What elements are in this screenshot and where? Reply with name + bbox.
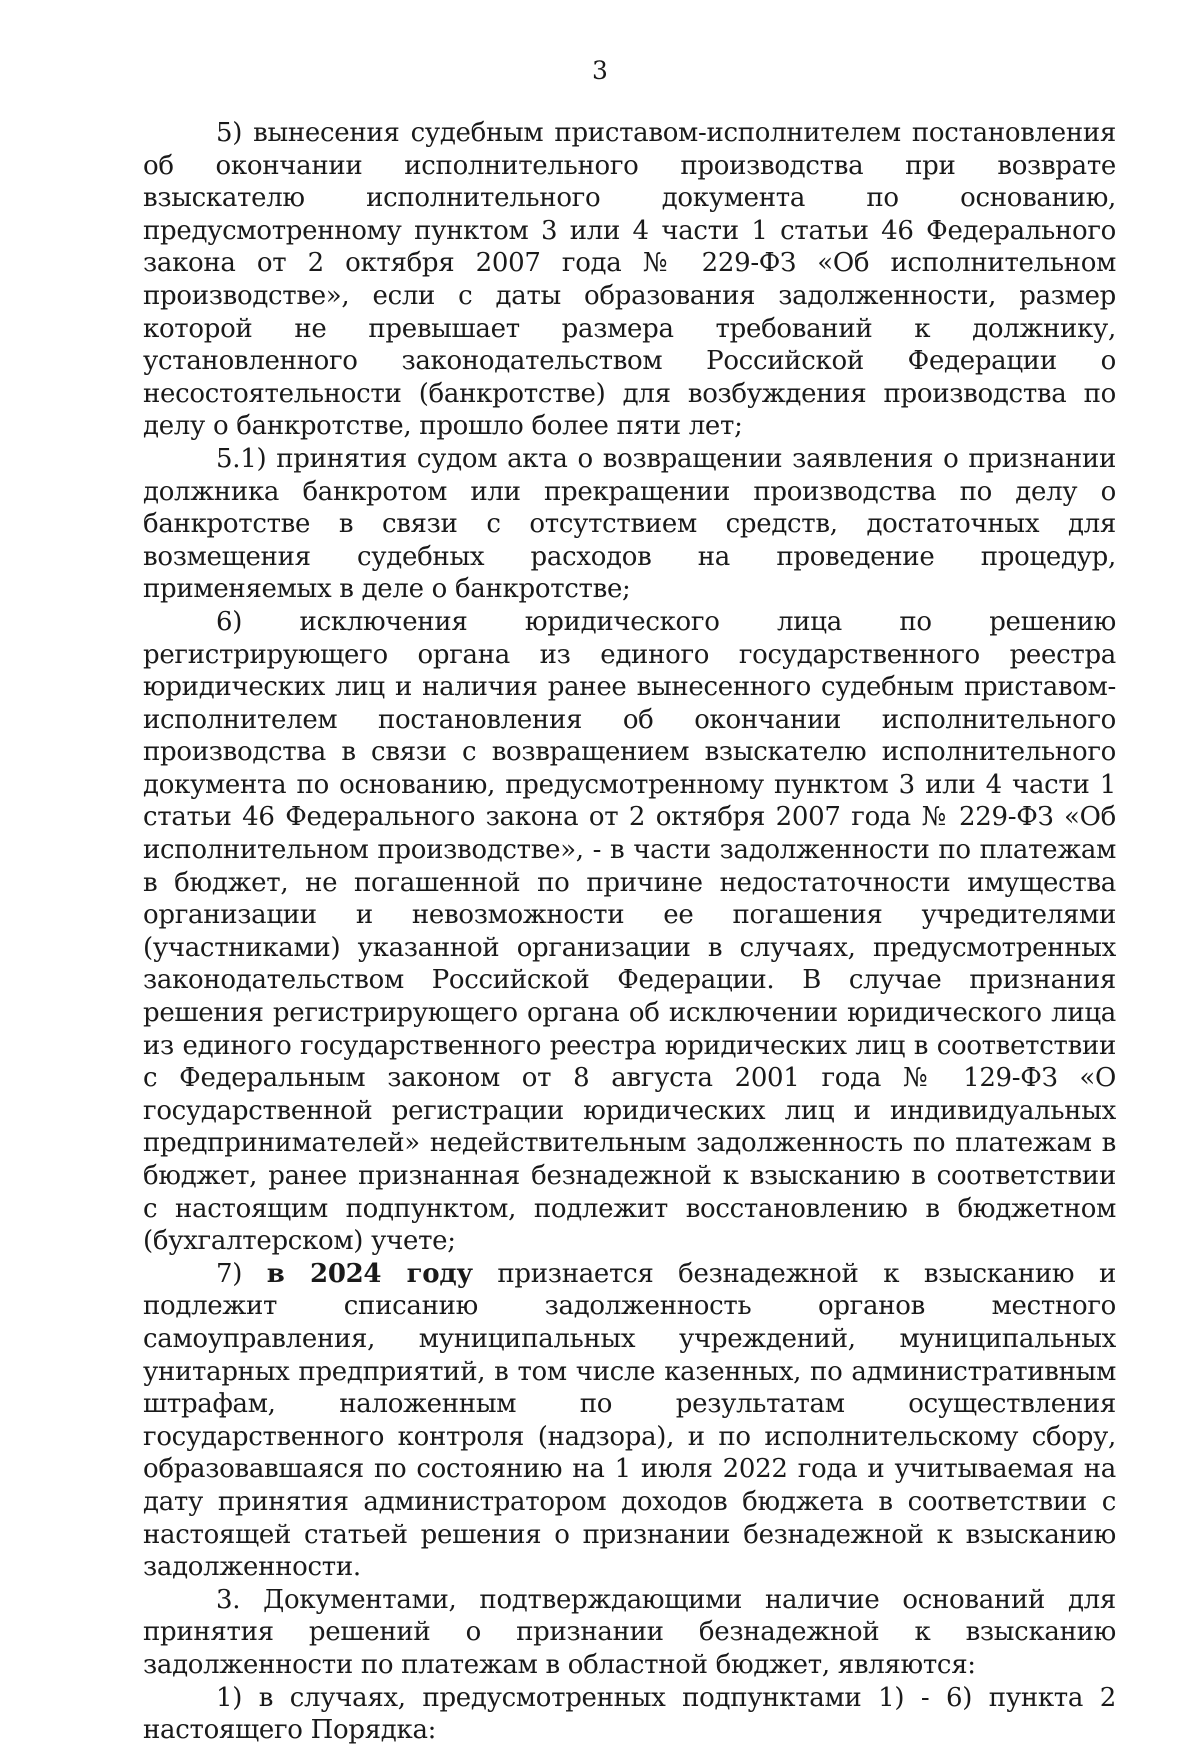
subitem-7-text: признается безнадежной к взысканию и подлежит списанию задолженность органов местного самоуправления, муниципальных учреждений, муниципальных унитарных предприятий, в том числе казенных, по административным штрафам, наложенным по результатам осуществления государственного контроля (надзора), и по исполнительскому сбору, образовавшаяся по состоянию на 1 июля 2022 года и учитываемая на дату принятия администратором доходов бюджета в соответствии с настоящей статьей решения о признании безнадежной к взысканию задолженности. — [143, 1258, 1116, 1583]
subitem-7-bold-year: в 2024 году — [266, 1258, 473, 1289]
paragraph-section-3-item-1: 1) в случаях, предусмотренных подпунктами 1) - 6) пункта 2 настоящего Порядка: — [143, 1682, 1116, 1746]
paragraph-subitem-6: 6) исключения юридического лица по решению регистрирующего органа из единого государственного реестра юридических лиц и наличия ранее вынесенного судебным приставом-исполнителем постановления об окончании исполнительного производства в связи с возвращением взыскателю исполнительного документа по основанию, предусмотренному пунктом 3 или 4 части 1 статьи 46 Федерального закона от 2 октября 2007 года № 229-ФЗ «Об исполнительном производстве», - в части задолженности по платежам в бюджет, не погашенной по причине недостаточности имущества организации и невозможности ее погашения учредителями (участниками) указанной организации в случаях, предусмотренных законодательством Российской Федерации. В случае признания решения регистрирующего органа об исключении юридического лица из единого государственного реестра юридических лиц в соответствии с Федеральным законом от 8 августа 2001 года № 129-ФЗ «О государственной регистрации юридических лиц и индивидуальных предпринимателей» недействительным задолженность по платежам в бюджет, ранее признанная безнадежной к взысканию в соответствии с настоящим подпунктом, подлежит восстановлению в бюджетном (бухгалтерском) учете; — [143, 606, 1116, 1257]
page-number: 3 — [592, 56, 608, 85]
subitem-7-prefix: 7) — [216, 1258, 267, 1289]
paragraph-subitem-5-1: 5.1) принятия судом акта о возвращении заявления о признании должника банкротом или прекращении производства по делу о банкротстве в связи с отсутствием средств, достаточных для возмещения судебных расходов на проведение процедур, применяемых в деле о банкротстве; — [143, 443, 1116, 605]
paragraph-section-3: 3. Документами, подтверждающими наличие оснований для принятия решений о признании безнадежной к взысканию задолженности по платежам в областной бюджет, являются: — [143, 1584, 1116, 1680]
document-body — [143, 117, 1116, 1747]
paragraph-subitem-7 — [143, 1258, 1116, 1584]
paragraph-subitem-5: 5) вынесения судебным приставом-исполнителем постановления об окончании исполнительного производства при возврате взыскателю исполнительного документа по основанию, предусмотренному пунктом 3 или 4 части 1 статьи 46 Федерального закона от 2 октября 2007 года № 229-ФЗ «Об исполнительном производстве», если с даты образования задолженности, размер которой не превышает размера требований к должнику, установленного законодательством Российской Федерации о несостоятельности (банкротстве) для возбуждения производства по делу о банкротстве, прошло более пяти лет; — [143, 118, 1116, 442]
